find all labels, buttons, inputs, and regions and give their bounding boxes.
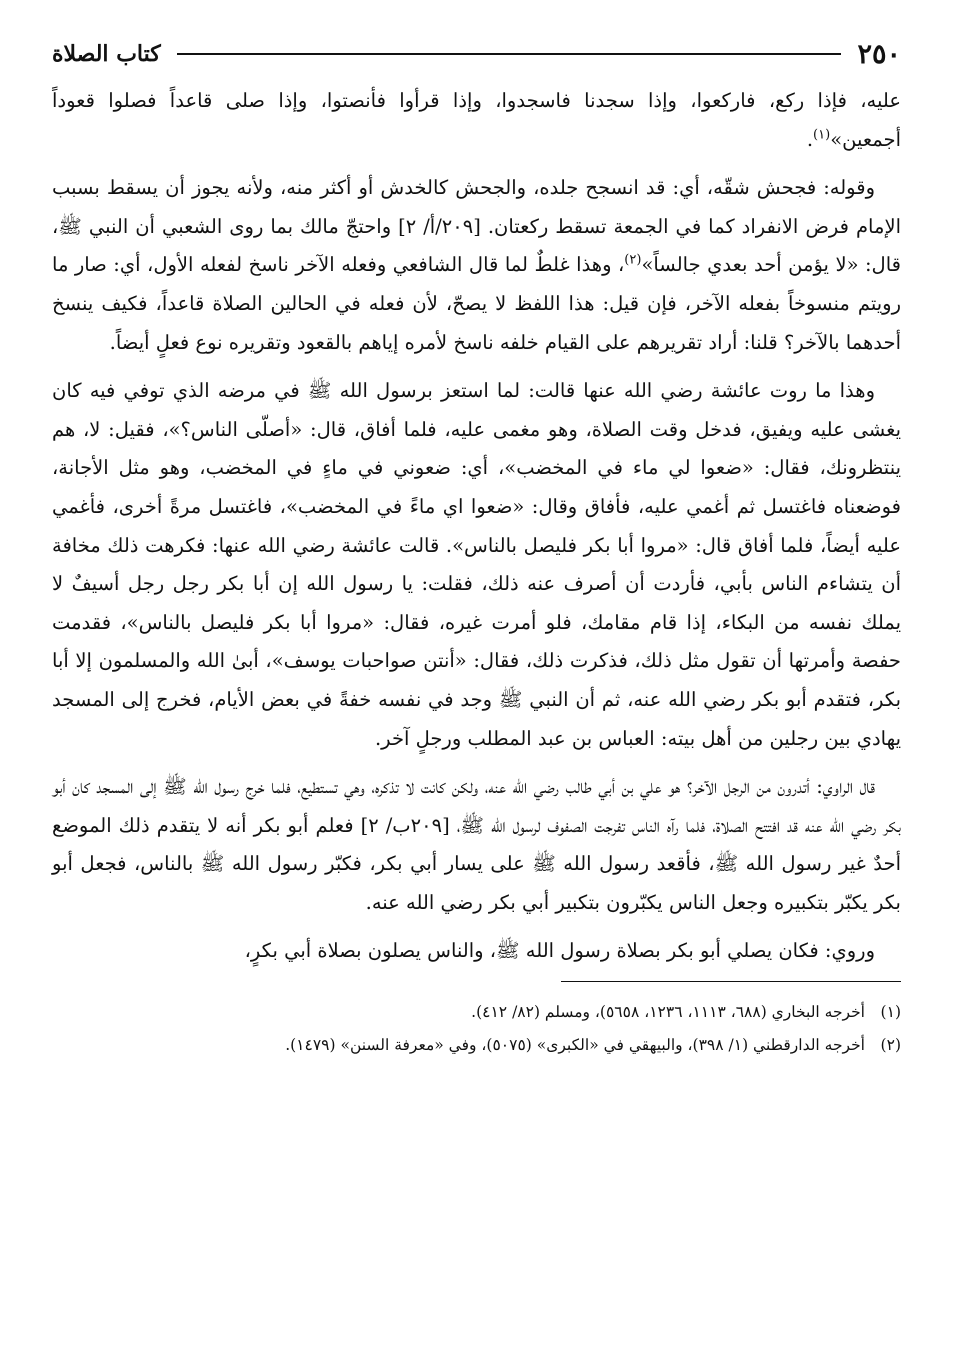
footnote-number: (٢) — [880, 1036, 901, 1055]
page-number: ٢٥٠ — [857, 38, 901, 70]
footnote-text: أخرجه الدارقطني (١/ ٣٩٨)، والبيهقي في «الكبرى» (٥٠٧٥)، وفي «معرفة السنن» (١٤٧٩). — [285, 1036, 865, 1055]
paragraph-text-tail: . — [806, 127, 814, 151]
footnote-separator — [561, 981, 901, 982]
footnote-ref-1[interactable]: (١) — [813, 127, 831, 143]
footnote-text: أخرجه البخاري (٦٨٨، ١١١٣، ١٢٣٦، ٥٦٥٨)، ومسلم (٨٢/ ٤١٢). — [471, 1003, 865, 1022]
body-text — [52, 82, 901, 971]
paragraph-text: وهذا ما روت عائشة رضي الله عنها قالت: لما استعز برسول الله ﷺ في مرضه الذي توفي فيه كان يغشى عليه ويفيق، فدخل وقت الصلاة، وهو مغمى عليه، فلما أفاق، قال: «أصلّى الناس؟»، فقيل: لا، هم ينتظرونك، فقال: «ضعوا لي ماء في المخضب»، أي: ضعوني في ماءٍ في المخضب، وهو مثل الأجانة، فوضعناه فاغتسل ثم أغمي عليه، فأفاق وقال: «ضعوا اي ماءً في المخضب»، فاغتسل مرةً أخرى، فأغمي عليه أيضاً، فلما أفاق قال: «مروا أبا بكر فليصل بالناس». قالت عائشة رضي الله عنها: فكرهت ذلك مخافة أن يتشاءم الناس بأبي، فأردت أن أصرف عنه ذلك، فقلت: يا رسول الله إن أبا بكر رجل رجل أسيفٌ لا يملك نفسه من البكاء، إذا قام مقامك، فلو أمرت غيره، فقال: «مروا أبا بكر فليصل بالناس»، فقدمت حفصة وأمرتها أن تقول مثل ذلك، فذكرت ذلك، فقال: «أنتن صواحبات يوسف»، أبىٰ الله والمسلمون إلا أبا بكر، فتقدم أبو بكر رضي الله عنه، ثم أن النبي ﷺ وجد في نفسه خفةً في بعض الأيام، فخرج إلى المسجد يهادي بين رجلين من أهل بيته: العباس بن عبد المطلب ورجلٍ آخر. — [52, 379, 901, 750]
book-title: كتاب الصلاة — [52, 41, 161, 67]
book-page — [52, 32, 901, 1062]
paragraph-text: عليه، فإذا ركع، فاركعوا، وإذا سجدنا فاسجدوا، وإذا قرأوا فأنصتوا، وإذا صلى قاعداً فصلوا قعوداً أجمعين» — [52, 89, 901, 151]
paragraph-1 — [52, 82, 901, 159]
footnote-1 — [52, 996, 901, 1029]
paragraph-2 — [52, 169, 901, 362]
paragraph-text-tail: ، وهذا غلطٌ لما قال الشافعي وفعله الآخر ناسخ لفعله الأول، أي: صار ما رويتم منسوخاً بفعله الآخر، فإن قيل: هذا اللفظ لا يصحّ، لأن فعله في الحالين الصلاة قاعداً، فكيف ينسخ أحدهما بالآخر؟ قلنا: أراد تقريرهم على القيام خلفه ناسخ لأمره إياهم بالقعود وتقريره نوع فعلٍ أيضاً. — [52, 253, 901, 354]
footnote-ref-2[interactable]: (٢) — [624, 252, 642, 268]
page-header — [52, 32, 901, 76]
paragraph-4 — [52, 768, 901, 922]
paragraph-text: وروي: فكان يصلي أبو بكر بصلاة رسول الله ﷺ، والناس يصلون بصلاة أبي بكرٍ، — [244, 939, 875, 963]
header-rule — [177, 53, 842, 55]
footnotes — [52, 996, 901, 1062]
paragraph-text: وقوله: فجحش شقّه، أي: قد انسجح جلده، والجحش كالخدش أو أكثر منه، ولأنه يجوز أن يسقط بسبب الإمام فرض الانفراد كما في الجمعة تسقط ركعتان. [٢٠٩/أ/ ٢] واحتجّ مالك بما روى الشعبي أن النبي ﷺ، قال: «لا يؤمن أحد بعدي جالساً» — [52, 176, 901, 277]
paragraph-text: قال الراوي: أتدرون من الرجل الآخر؟ هو علي بن أبي طالب رضي الله عنه، ولكن كانت لا تذكره، وهي تستطيع، فلما خرج رسول الله ﷺ إلى المسجد كان أبو بكر رضي الله عنه قد افتتح الصلاة، فلما رآه الناس تفرجت الصفوف لرسول الله ﷺ، [٢٠٩ب/ ٢] فعلم أبو بكر أنه لا يتقدم ذلك الموضع أحدٌ غير رسول الله ﷺ، فأقعد رسول الله ﷺ على يسار أبي بكر، فكبّر رسول الله ﷺ بالناس، فجعل أبو بكر يكبّر بتكبيره وجعل الناس يكبّرون بتكبير أبي بكر رضي الله عنه. — [52, 775, 902, 914]
paragraph-3 — [52, 372, 901, 758]
paragraph-5 — [52, 932, 901, 971]
footnote-2 — [52, 1029, 901, 1062]
footnote-number: (١) — [880, 1003, 901, 1022]
